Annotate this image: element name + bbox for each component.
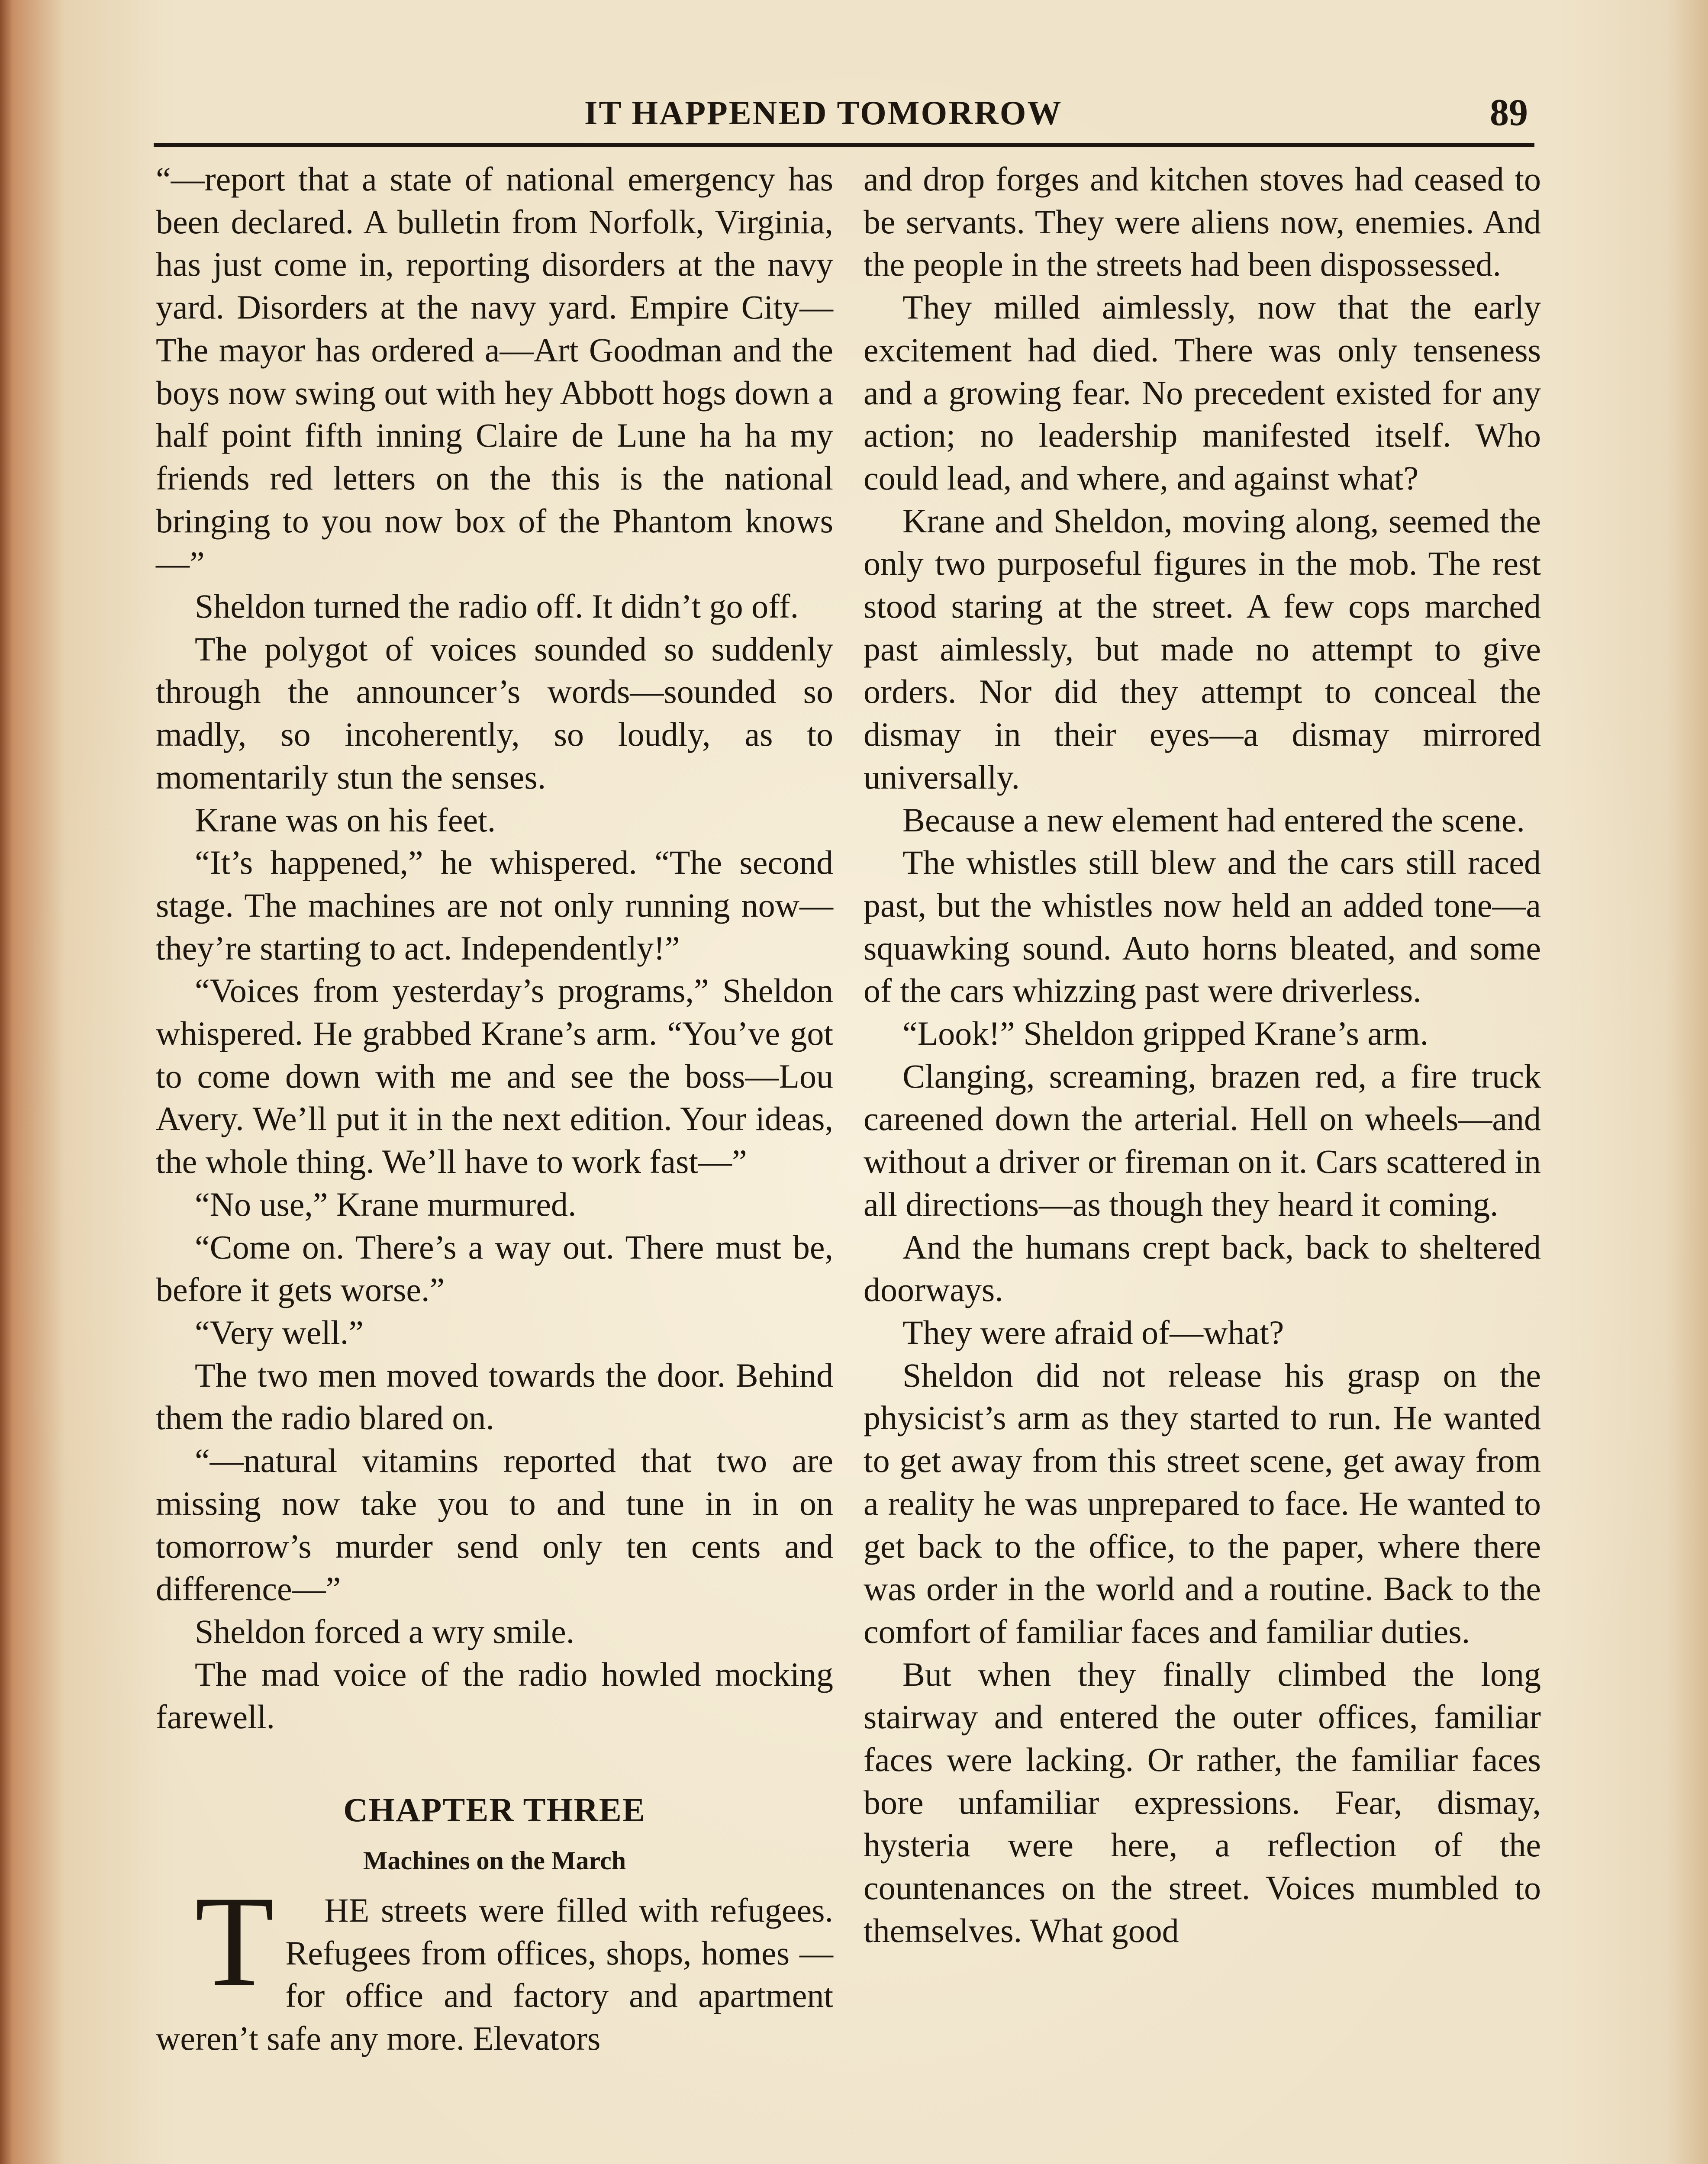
- paragraph: But when they finally climbed the long stairway and entered the outer offices, familiar faces were lacking. Or rather, the familiar faces bore unfamiliar expressions. Fear, dismay, hysteria were here, a reflection of the countenances on the street. Voices mumbled to themselves. What good: [864, 1655, 1541, 1949]
- paragraph: “—natural vitamins reported that two are missing now take you to and tune in in on tomorrow’s murder send only ten cents and difference—”: [156, 1442, 833, 1608]
- paragraph: Clanging, screaming, brazen red, a fire truck careened down the arterial. Hell on wheels—and without a driver or fireman on it. Cars scattered in all directions—as though they heard it coming.: [864, 1057, 1541, 1223]
- paragraph: Sheldon did not release his grasp on the physicist’s arm as they started to run. He wanted to get away from this street scene, get away from a reality he was unprepared to face. He wanted to get back to the office, to the paper, where there was order in the world and a routine. Back to the comfort of familiar faces and familiar duties.: [864, 1356, 1541, 1650]
- paragraph: They milled aimlessly, now that the early excitement had died. There was only tenseness and a growing fear. No precedent existed for any action; no leadership manifested itself. Who could lead, and where, and against what?: [864, 288, 1541, 497]
- right-column: [864, 158, 1541, 1952]
- left-column: [156, 158, 833, 2060]
- paragraph: “Very well.”: [195, 1313, 364, 1351]
- paragraph: “Come on. There’s a way out. There must be, before it gets worse.”: [156, 1228, 833, 1309]
- running-title: IT HAPPENED TOMORROW: [584, 94, 1063, 132]
- running-header: [156, 91, 1532, 143]
- paragraph: Krane was on his feet.: [195, 801, 496, 839]
- paragraph: “No use,” Krane murmured.: [195, 1185, 577, 1223]
- paragraph: They were afraid of—what?: [902, 1313, 1284, 1351]
- chapter-subtitle: Machines on the March: [363, 1846, 626, 1875]
- paragraph: and drop forges and kitchen stoves had ceased to be servants. They were aliens now, enemies. And the people in the streets had been dispossessed.: [864, 160, 1541, 283]
- chapter-opening-paragraph: [156, 1869, 833, 2060]
- paragraph: Krane and Sheldon, moving along, seemed the only two purposeful figures in the mob. The rest stood staring at the street. A few cops marched past aimlessly, but made no attempt to give orders. Nor did they attempt to conceal the dismay in their eyes—a dismay mirrored universally.: [864, 502, 1541, 796]
- paragraph: “It’s happened,” he whispered. “The second stage. The machines are not only running now—they’re starting to act. Independently!”: [156, 844, 833, 967]
- page-number: 89: [1490, 92, 1528, 134]
- paragraph: “Look!” Sheldon gripped Krane’s arm.: [902, 1014, 1429, 1053]
- paragraph: “Voices from yesterday’s programs,” Sheldon whispered. He grabbed Krane’s arm. “You’ve got to come down with me and see the boss—Lou Avery. We’ll put it in the next edition. Your ideas, the whole thing. We’ll have to work fast—”: [156, 972, 833, 1181]
- opening-paragraph-text: HE streets were filled with refugees. Refugees from offices, shops, homes —for office and factory and apartment weren’t safe any more. Elevators: [156, 1891, 833, 2058]
- paragraph: Because a new element had entered the scene.: [902, 801, 1525, 839]
- paragraph: Sheldon turned the radio off. It didn’t go off.: [195, 587, 799, 625]
- paragraph: Sheldon forced a wry smile.: [195, 1612, 575, 1650]
- paragraph: “—report that a state of national emergency has been declared. A bulletin from Norfolk, Virginia, has just come in, reporting disorders at the navy yard. Disorders at the navy yard. Empire City—The mayor has ordered a—Art Goodman and the boys now swing out with hey Abbott hogs down a half point fifth inning Claire de Lune ha ha my friends red letters on the this is the national bringing to you now box of the Phantom knows—”: [156, 160, 833, 583]
- paragraph: The whistles still blew and the cars still raced past, but the whistles now held an added tone—a squawking sound. Auto horns bleated, and some of the cars whizzing past were driverless.: [864, 844, 1541, 1010]
- paragraph: The two men moved towards the door. Behind them the radio blared on.: [156, 1356, 833, 1437]
- paragraph: The polygot of voices sounded so suddenly through the announcer’s words—sounded so madly, so incoherently, so loudly, as to momentarily stun the senses.: [156, 630, 833, 796]
- drop-cap: T: [195, 1869, 274, 2013]
- paragraph: And the humans crept back, back to sheltered doorways.: [864, 1228, 1541, 1309]
- paragraph: The mad voice of the radio howled mocking farewell.: [156, 1655, 833, 1736]
- chapter-title: CHAPTER THREE: [343, 1791, 646, 1829]
- header-rule: [154, 143, 1534, 147]
